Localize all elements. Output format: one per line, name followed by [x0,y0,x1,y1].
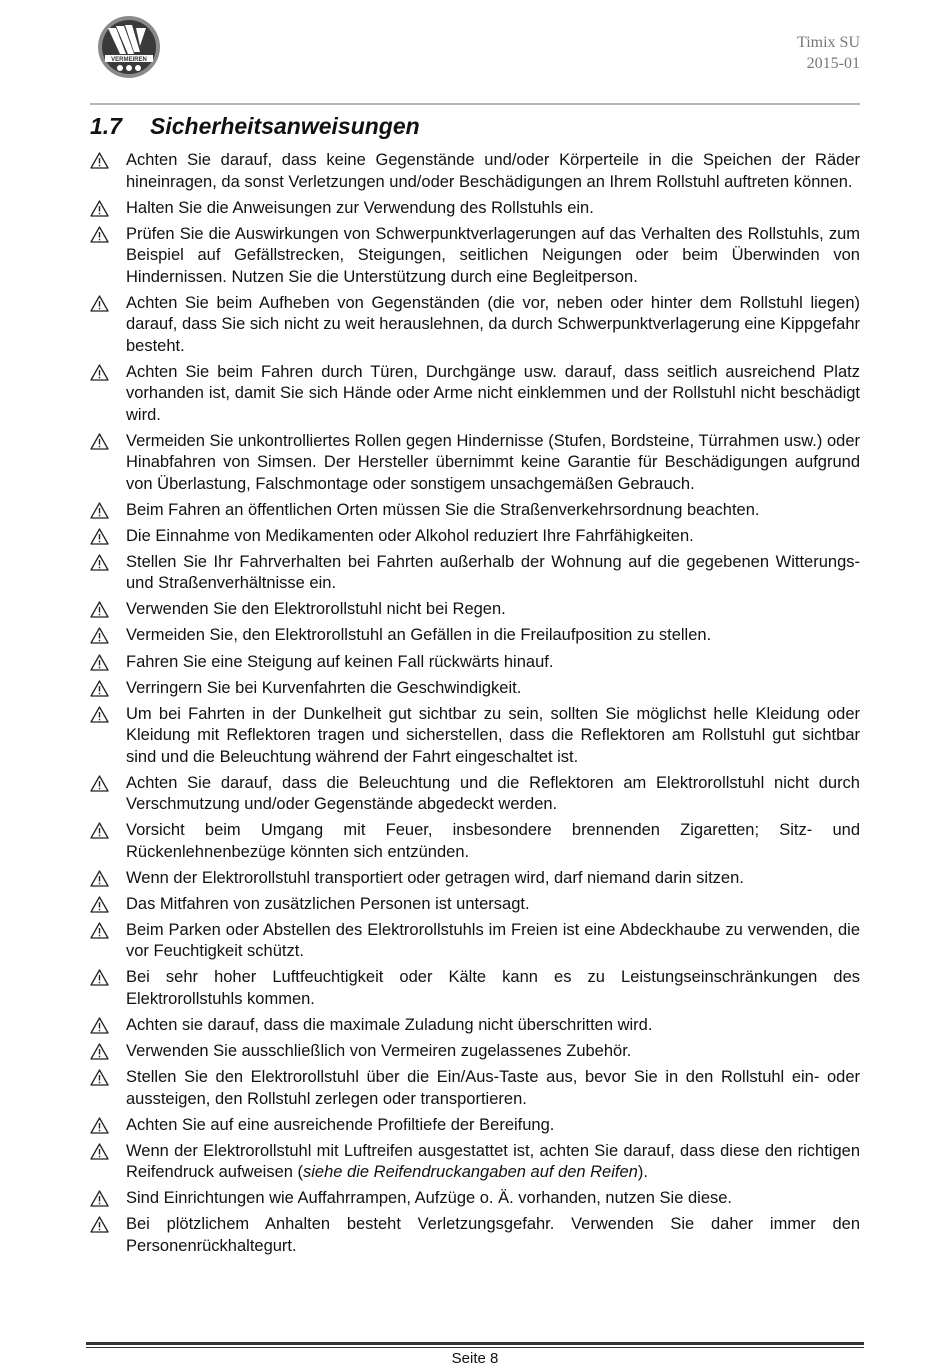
warning-triangle-icon [90,364,109,381]
list-item-text: Achten sie darauf, dass die maximale Zuladung nicht überschritten wird. [126,1015,653,1034]
warning-triangle-icon [90,896,109,913]
list-item-text: Halten Sie die Anweisungen zur Verwendung des Rollstuhls ein. [126,198,594,217]
list-item-text [126,1141,860,1184]
list-item-text: Achten Sie beim Aufheben von Gegenständen (die vor, neben oder hinter dem Rollstuhl liegen) darauf, dass Sie sich nicht zu weit herauslehnen, da durch Schwerpunktverlagerung eine Kippgefahr besteht. [126,293,860,355]
list-item-text: Das Mitfahren von zusätzlichen Personen ist untersagt. [126,894,530,913]
list-item-text-main: Wenn der Elektrorollstuhl mit Luftreifen ausgestattet ist, achten Sie darauf, dass diese den richtigen Reifendruck aufweisen ( [126,1141,860,1182]
list-item [90,820,860,863]
warning-triangle-icon [90,680,109,697]
list-item [90,894,860,916]
list-item [90,920,860,963]
list-item [90,704,860,769]
list-item-text: Achten Sie auf eine ausreichende Profiltiefe der Bereifung. [126,1115,555,1134]
warning-triangle-icon [90,554,109,571]
warning-triangle-icon [90,775,109,792]
warning-triangle-icon [90,654,109,671]
warning-triangle-icon [90,627,109,644]
list-item [90,1041,860,1063]
list-item [90,967,860,1010]
list-item-text: Bei sehr hoher Luftfeuchtigkeit oder Kälte kann es zu Leistungseinschränkungen des Elektrorollstuhls kommen. [126,968,860,1008]
model-name: Timix SU [797,34,860,51]
warning-triangle-icon [90,200,109,217]
list-item [90,599,860,621]
document-date: 2015-01 [806,55,860,72]
list-item-text-tail: ). [637,1163,648,1182]
document-header-info [797,32,860,74]
list-item [90,1141,860,1184]
logo-text: VERMEIREN [111,57,147,63]
list-item-text-italic: siehe die Reifendruckangaben auf den Reifen [303,1163,638,1182]
warning-triangle-icon [90,1017,109,1034]
warning-triangle-icon [90,502,109,519]
list-item [90,293,860,358]
warning-triangle-icon [90,295,109,312]
list-item-text: Um bei Fahrten in der Dunkelheit gut sichtbar zu sein, sollten Sie möglichst helle Kleidung oder Kleidung mit Reflektoren tragen und sicherstellen, dass die Reflektoren am Rollstuhl gut sichtbar sind und die Beleuchtung während der Fahrt eingeschaltet ist. [126,704,860,766]
list-item [90,652,860,674]
list-item [90,1067,860,1110]
list-item [90,1188,860,1210]
list-item-text: Prüfen Sie die Auswirkungen von Schwerpunktverlagerungen auf das Verhalten des Rollstuhls, zum Beispiel auf Gefällstrecken, Steigungen, seitlichen Neigungen oder beim Überwinden von Hindernissen. Nutzen Sie die Unterstützung durch eine Begleitperson. [126,224,860,286]
list-item [90,1015,860,1037]
list-item-text: Vorsicht beim Umgang mit Feuer, insbesondere brennenden Zigaretten; Sitz- und Rückenlehnenbezüge könnten sich entzünden. [126,821,860,861]
list-item-text: Achten Sie beim Fahren durch Türen, Durchgänge usw. darauf, dass seitlich ausreichend Platz vorhanden ist, damit Sie sich Hände oder Arme nicht einklemmen und der Rollstuhl nicht beschädigt wird. [126,362,860,424]
section-title-text: Sicherheitsanweisungen [150,113,420,139]
warning-triangle-icon [90,433,109,450]
list-item-text: Verwenden Sie ausschließlich von Vermeiren zugelassenes Zubehör. [126,1041,632,1060]
list-item [90,773,860,816]
list-item-text: Wenn der Elektrorollstuhl transportiert oder getragen wird, darf niemand darin sitzen. [126,868,744,887]
warning-triangle-icon [90,1143,109,1160]
list-item-text: Stellen Sie den Elektrorollstuhl über die Ein/Aus-Taste aus, bevor Sie in den Rollstuhl ein- oder aussteigen, den Rollstuhl zerlegen oder transportieren. [126,1068,860,1108]
footer-divider [86,1342,864,1345]
list-item [90,552,860,595]
list-item [90,150,860,193]
list-item-text: Stellen Sie Ihr Fahrverhalten bei Fahrten außerhalb der Wohnung auf die gegebenen Witterungs- und Straßenverhältnisse ein. [126,552,860,593]
list-item-text: Die Einnahme von Medikamenten oder Alkohol reduziert Ihre Fahrfähigkeiten. [126,526,694,545]
section-title [90,110,420,142]
page-number: Seite 8 [451,1350,499,1367]
warning-triangle-icon [90,822,109,839]
warning-triangle-icon [90,1043,109,1060]
vermeiren-logo [96,14,162,80]
list-item [90,1214,860,1257]
warning-triangle-icon [90,922,109,939]
list-item-text: Beim Fahren an öffentlichen Orten müssen Sie die Straßenverkehrsordnung beachten. [126,500,760,519]
warning-triangle-icon [90,706,109,723]
list-item-text: Achten Sie darauf, dass keine Gegenstände und/oder Körperteile in die Speichen der Räder hineinragen, da sonst Verletzungen und/oder Beschädigungen an Ihrem Rollstuhl auftreten können. [126,151,860,191]
list-item-text: Sind Einrichtungen wie Auffahrrampen, Aufzüge o. Ä. vorhanden, nutzen Sie diese. [126,1189,733,1208]
list-item-text: Bei plötzlichem Anhalten besteht Verletzungsgefahr. Verwenden Sie daher immer den Personenrückhaltegurt. [126,1215,860,1255]
list-item [90,198,860,220]
warning-triangle-icon [90,601,109,618]
list-item-text: Vermeiden Sie unkontrolliertes Rollen gegen Hindernisse (Stufen, Bordsteine, Türrahmen usw.) oder Hinabfahren von Simsen. Der Hersteller übernimmt keine Garantie für Beschädigungen aufgrund von Überlastung, Falschmontage oder sonstigem unsachgemäßen Gebrauch. [126,431,860,493]
warning-triangle-icon [90,152,109,169]
warning-triangle-icon [90,1069,109,1086]
list-item [90,868,860,890]
list-item [90,1115,860,1137]
warning-triangle-icon [90,1117,109,1134]
header-divider [90,103,860,105]
section-number: 1.7 [90,113,122,139]
list-item-text: Verringern Sie bei Kurvenfahrten die Geschwindigkeit. [126,678,522,697]
footer-divider-thin [86,1347,864,1348]
list-item-text: Verwenden Sie den Elektrorollstuhl nicht bei Regen. [126,600,506,619]
list-item [90,224,860,289]
list-item [90,526,860,548]
list-item-text: Fahren Sie eine Steigung auf keinen Fall rückwärts hinauf. [126,652,554,671]
warning-triangle-icon [90,226,109,243]
list-item-text: Beim Parken oder Abstellen des Elektrorollstuhls im Freien ist eine Abdeckhaube zu verwenden, die vor Feuchtigkeit schützt. [126,920,860,961]
list-item-text: Achten Sie darauf, dass die Beleuchtung und die Reflektoren am Elektrorollstuhl nicht durch Verschmutzung und/oder Gegenstände abgedeckt werden. [126,773,860,814]
list-item [90,625,860,647]
warning-triangle-icon [90,969,109,986]
warning-triangle-icon [90,528,109,545]
list-item [90,362,860,427]
safety-instructions-list [90,150,860,1262]
warning-triangle-icon [90,870,109,887]
list-item [90,500,860,522]
warning-triangle-icon [90,1216,109,1233]
list-item [90,431,860,496]
list-item [90,678,860,700]
list-item-text: Vermeiden Sie, den Elektrorollstuhl an Gefällen in die Freilaufposition zu stellen. [126,626,712,645]
warning-triangle-icon [90,1190,109,1207]
